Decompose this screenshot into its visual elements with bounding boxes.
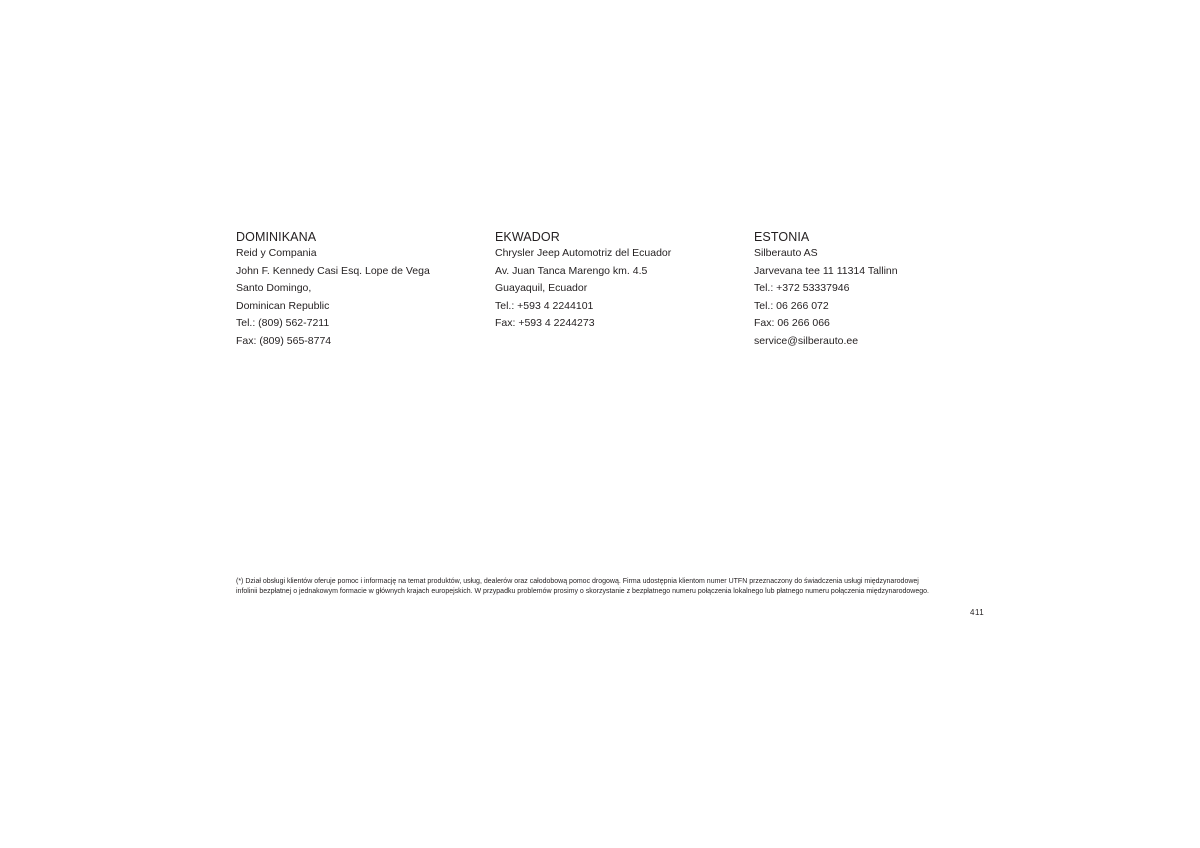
contact-line: Guayaquil, Ecuador — [495, 282, 588, 295]
contact-line: Reid y Compania — [236, 247, 317, 259]
contact-line: Fax: 06 266 066 — [754, 317, 830, 330]
contact-block-ekwador — [495, 229, 735, 333]
contact-line: Fax: (809) 565-8774 — [236, 334, 332, 347]
contact-line: Tel.: (809) 562-7211 — [236, 317, 330, 330]
contact-line: Tel.: +372 53337946 — [754, 282, 850, 295]
contact-line: Silberauto AS — [754, 247, 818, 259]
country-heading: ESTONIA — [754, 230, 810, 244]
contact-email: service@silberauto.ee — [754, 334, 859, 347]
contact-line: Chrysler Jeep Automotriz del Ecuador — [495, 247, 672, 259]
country-heading: DOMINIKANA — [236, 230, 317, 244]
page-number: 411 — [970, 608, 985, 617]
contact-line: Tel.: 06 266 072 — [754, 299, 829, 312]
contact-block-dominikana — [236, 229, 476, 351]
contact-block-estonia — [754, 229, 994, 351]
contact-line: Jarvevana tee 11 11314 Tallinn — [754, 264, 898, 277]
contact-line: Santo Domingo, — [236, 282, 312, 295]
contact-line: Fax: +593 4 2244273 — [495, 317, 595, 330]
footnote: (*) Dział obsługi klientów oferuje pomoc i informację na temat produktów, usług, dealerów oraz całodobową pomoc drogową. Firma udostępnia klientom numer UTFN przeznaczony do świadczenia usługi międzynarodowej infolinii bezpłatnej o jednakowym formacie w głównych krajach europejskich. W przypadku problemów prosimy o skorzystanie z bezpłatnego numeru połączenia lokalnego lub płatnego numeru połączenia międzynarodowego. — [236, 578, 929, 595]
country-heading: EKWADOR — [495, 230, 560, 244]
contact-line: Tel.: +593 4 2244101 — [495, 299, 594, 312]
contact-line: Av. Juan Tanca Marengo km. 4.5 — [495, 264, 648, 277]
contact-line: Dominican Republic — [236, 299, 330, 312]
contact-line: John F. Kennedy Casi Esq. Lope de Vega — [236, 264, 430, 277]
